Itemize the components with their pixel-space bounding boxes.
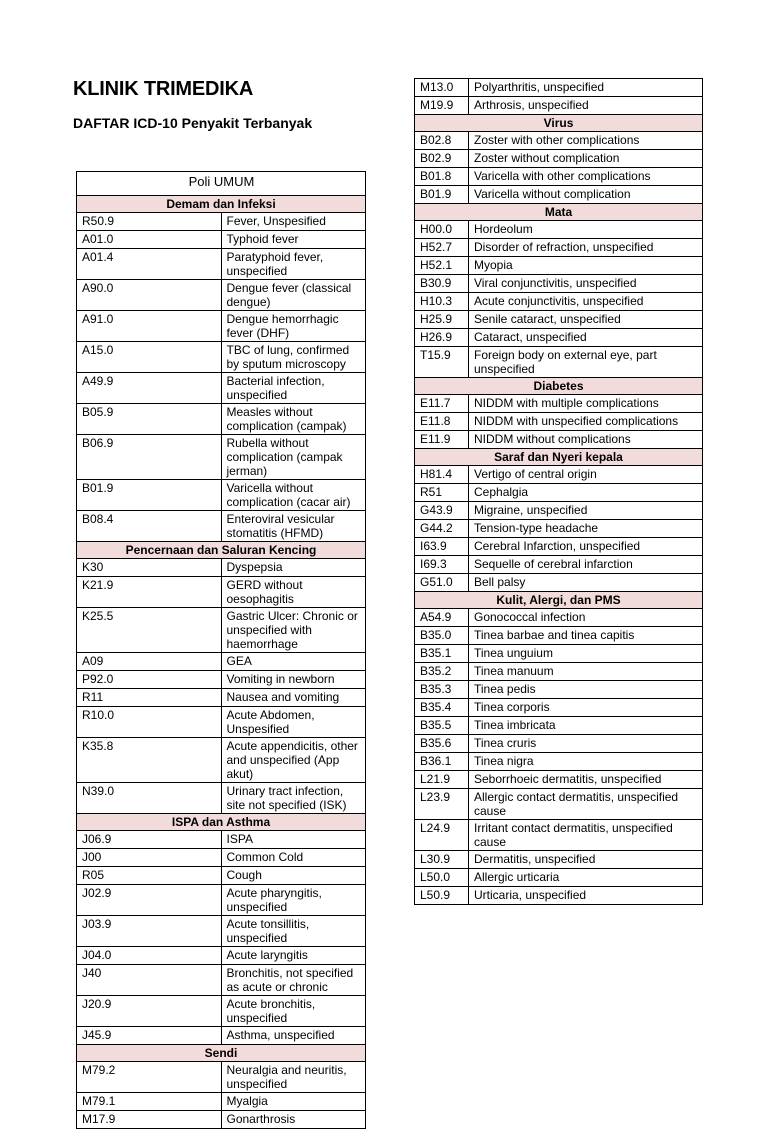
table-row: [415, 257, 703, 275]
section-header: Mata: [415, 204, 703, 221]
table-row: [77, 213, 366, 231]
diagnosis-cell: Foreign body on external eye, part unspecified: [469, 347, 703, 378]
diagnosis-cell: NIDDM without complications: [469, 431, 703, 449]
table-row: [415, 395, 703, 413]
table-row: [415, 239, 703, 257]
table-row: [415, 851, 703, 869]
icd-code-cell: A90.0: [77, 280, 222, 311]
icd-code-cell: R51: [415, 484, 469, 502]
diagnosis-cell: Irritant contact dermatitis, unspecified cause: [469, 820, 703, 851]
icd-code-cell: J45.9: [77, 1027, 222, 1045]
diagnosis-cell: Gonarthrosis: [221, 1111, 366, 1129]
poli-header: Poli UMUM: [77, 172, 366, 196]
icd-code-cell: B35.6: [415, 735, 469, 753]
section-header: ISPA dan Asthma: [77, 814, 366, 831]
icd-code-cell: R05: [77, 867, 222, 885]
icd-code-cell: B35.1: [415, 645, 469, 663]
icd-code-cell: A09: [77, 653, 222, 671]
table-row: [415, 431, 703, 449]
icd-code-cell: B01.8: [415, 168, 469, 186]
table-row: [415, 627, 703, 645]
table-row: [77, 249, 366, 280]
section-header: Virus: [415, 115, 703, 132]
diagnosis-cell: Tinea manuum: [469, 663, 703, 681]
icd-code-cell: N39.0: [77, 783, 222, 814]
table-row: [415, 869, 703, 887]
table-row: [77, 1111, 366, 1129]
icd-code-cell: A15.0: [77, 342, 222, 373]
section-header-row: [77, 1045, 366, 1062]
section-header: Diabetes: [415, 378, 703, 395]
diagnosis-cell: Cerebral Infarction, unspecified: [469, 538, 703, 556]
table-row: [415, 538, 703, 556]
table-row: [77, 559, 366, 577]
table-row: [415, 699, 703, 717]
diagnosis-cell: Acute laryngitis: [221, 947, 366, 965]
diagnosis-cell: Arthrosis, unspecified: [469, 97, 703, 115]
table-row: [415, 520, 703, 538]
diagnosis-cell: Nausea and vomiting: [221, 689, 366, 707]
icd-code-cell: B35.3: [415, 681, 469, 699]
table-row: [415, 168, 703, 186]
table-row: [77, 689, 366, 707]
diagnosis-cell: Acute conjunctivitis, unspecified: [469, 293, 703, 311]
table-row: [415, 820, 703, 851]
diagnosis-cell: Cephalgia: [469, 484, 703, 502]
diagnosis-cell: Common Cold: [221, 849, 366, 867]
diagnosis-cell: Neuralgia and neuritis, unspecified: [221, 1062, 366, 1093]
icd-code-cell: G43.9: [415, 502, 469, 520]
diagnosis-cell: Paratyphoid fever, unspecified: [221, 249, 366, 280]
diagnosis-cell: Enteroviral vesicular stomatitis (HFMD): [221, 511, 366, 542]
table-row: [77, 511, 366, 542]
icd-code-cell: J03.9: [77, 916, 222, 947]
diagnosis-cell: Rubella without complication (campak jerman): [221, 435, 366, 480]
table-row: [415, 293, 703, 311]
diagnosis-cell: Disorder of refraction, unspecified: [469, 239, 703, 257]
table-row: [415, 735, 703, 753]
diagnosis-cell: Vomiting in newborn: [221, 671, 366, 689]
section-header-row: [77, 196, 366, 213]
table-row: [77, 707, 366, 738]
diagnosis-cell: Allergic contact dermatitis, unspecified cause: [469, 789, 703, 820]
table-row: [77, 404, 366, 435]
table-row: [77, 608, 366, 653]
section-header-row: [415, 449, 703, 466]
section-header: Pencernaan dan Saluran Kencing: [77, 542, 366, 559]
diagnosis-cell: Acute Abdomen, Unspesified: [221, 707, 366, 738]
table-row: [77, 965, 366, 996]
table-row: [77, 480, 366, 511]
table-row: [415, 186, 703, 204]
icd-code-cell: H52.1: [415, 257, 469, 275]
icd-code-cell: P92.0: [77, 671, 222, 689]
table-row: [77, 653, 366, 671]
icd-code-cell: L30.9: [415, 851, 469, 869]
table-row: [415, 663, 703, 681]
diagnosis-cell: Varicella without complication (cacar air): [221, 480, 366, 511]
icd-code-cell: T15.9: [415, 347, 469, 378]
diagnosis-cell: Tinea corporis: [469, 699, 703, 717]
section-header-row: [415, 204, 703, 221]
diagnosis-cell: Allergic urticaria: [469, 869, 703, 887]
diagnosis-cell: Varicella without complication: [469, 186, 703, 204]
table-row: [77, 783, 366, 814]
diagnosis-cell: NIDDM with unspecified complications: [469, 413, 703, 431]
table-row: [77, 1027, 366, 1045]
icd-code-cell: L50.9: [415, 887, 469, 905]
diagnosis-cell: Bell palsy: [469, 574, 703, 592]
section-header: Demam dan Infeksi: [77, 196, 366, 213]
table-row: [77, 831, 366, 849]
icd-table-left: [76, 171, 366, 1129]
icd-code-cell: B35.2: [415, 663, 469, 681]
diagnosis-cell: Acute pharyngitis, unspecified: [221, 885, 366, 916]
diagnosis-cell: Myopia: [469, 257, 703, 275]
table-row: [77, 671, 366, 689]
table-row: [415, 79, 703, 97]
table-row: [415, 132, 703, 150]
diagnosis-cell: TBC of lung, confirmed by sputum microscopy: [221, 342, 366, 373]
diagnosis-cell: Urinary tract infection, site not specified (ISK): [221, 783, 366, 814]
icd-code-cell: M19.9: [415, 97, 469, 115]
icd-code-cell: G51.0: [415, 574, 469, 592]
diagnosis-cell: Tinea imbricata: [469, 717, 703, 735]
diagnosis-cell: Measles without complication (campak): [221, 404, 366, 435]
table-row: [415, 311, 703, 329]
table-row: [415, 681, 703, 699]
table-row: [415, 609, 703, 627]
table-row: [415, 347, 703, 378]
icd-code-cell: B36.1: [415, 753, 469, 771]
icd-code-cell: B02.8: [415, 132, 469, 150]
diagnosis-cell: Tinea unguium: [469, 645, 703, 663]
diagnosis-cell: Dengue hemorrhagic fever (DHF): [221, 311, 366, 342]
icd-code-cell: B01.9: [77, 480, 222, 511]
diagnosis-cell: Seborrhoeic dermatitis, unspecified: [469, 771, 703, 789]
icd-code-cell: B35.5: [415, 717, 469, 735]
diagnosis-cell: Hordeolum: [469, 221, 703, 239]
table-row: [77, 738, 366, 783]
section-header-row: [77, 814, 366, 831]
icd-code-cell: K35.8: [77, 738, 222, 783]
icd-code-cell: M79.1: [77, 1093, 222, 1111]
diagnosis-cell: Viral conjunctivitis, unspecified: [469, 275, 703, 293]
diagnosis-cell: Bronchitis, not specified as acute or chronic: [221, 965, 366, 996]
table-row: [415, 97, 703, 115]
icd-code-cell: L50.0: [415, 869, 469, 887]
icd-code-cell: B08.4: [77, 511, 222, 542]
page-title: KLINIK TRIMEDIKA: [73, 78, 254, 100]
table-row: [415, 329, 703, 347]
table-row: [415, 466, 703, 484]
section-header: Sendi: [77, 1045, 366, 1062]
icd-code-cell: E11.7: [415, 395, 469, 413]
diagnosis-cell: Dermatitis, unspecified: [469, 851, 703, 869]
table-row: [415, 413, 703, 431]
table-row: [77, 280, 366, 311]
icd-code-cell: E11.9: [415, 431, 469, 449]
table-row: [415, 275, 703, 293]
diagnosis-cell: Fever, Unspesified: [221, 213, 366, 231]
icd-code-cell: G44.2: [415, 520, 469, 538]
diagnosis-cell: Varicella with other complications: [469, 168, 703, 186]
table-row: [77, 867, 366, 885]
table-row: [415, 484, 703, 502]
diagnosis-cell: Tinea pedis: [469, 681, 703, 699]
table-row: [415, 771, 703, 789]
icd-code-cell: J04.0: [77, 947, 222, 965]
icd-code-cell: H10.3: [415, 293, 469, 311]
icd-code-cell: L23.9: [415, 789, 469, 820]
icd-code-cell: H52.7: [415, 239, 469, 257]
table-row: [77, 373, 366, 404]
table-row: [77, 885, 366, 916]
table-row: [77, 1062, 366, 1093]
diagnosis-cell: Cataract, unspecified: [469, 329, 703, 347]
icd-code-cell: B05.9: [77, 404, 222, 435]
icd-code-cell: H00.0: [415, 221, 469, 239]
section-header: Kulit, Alergi, dan PMS: [415, 592, 703, 609]
section-header-row: [415, 115, 703, 132]
diagnosis-cell: GERD without oesophagitis: [221, 577, 366, 608]
icd-code-cell: A49.9: [77, 373, 222, 404]
diagnosis-cell: Senile cataract, unspecified: [469, 311, 703, 329]
diagnosis-cell: Migraine, unspecified: [469, 502, 703, 520]
icd-code-cell: K25.5: [77, 608, 222, 653]
icd-code-cell: A54.9: [415, 609, 469, 627]
table-row: [77, 916, 366, 947]
diagnosis-cell: Asthma, unspecified: [221, 1027, 366, 1045]
icd-code-cell: B01.9: [415, 186, 469, 204]
diagnosis-cell: ISPA: [221, 831, 366, 849]
icd-code-cell: M13.0: [415, 79, 469, 97]
poli-header-row: [77, 172, 366, 196]
diagnosis-cell: Acute appendicitis, other and unspecified (App akut): [221, 738, 366, 783]
table-row: [77, 996, 366, 1027]
icd-code-cell: H25.9: [415, 311, 469, 329]
icd-code-cell: R10.0: [77, 707, 222, 738]
table-row: [77, 947, 366, 965]
icd-code-cell: L24.9: [415, 820, 469, 851]
icd-code-cell: M79.2: [77, 1062, 222, 1093]
diagnosis-cell: Typhoid fever: [221, 231, 366, 249]
table-row: [415, 717, 703, 735]
icd-code-cell: J40: [77, 965, 222, 996]
icd-table-right: [414, 78, 703, 905]
table-row: [415, 556, 703, 574]
icd-code-cell: M17.9: [77, 1111, 222, 1129]
diagnosis-cell: Dyspepsia: [221, 559, 366, 577]
icd-code-cell: E11.8: [415, 413, 469, 431]
icd-code-cell: H81.4: [415, 466, 469, 484]
icd-code-cell: A01.4: [77, 249, 222, 280]
icd-code-cell: A91.0: [77, 311, 222, 342]
diagnosis-cell: NIDDM with multiple complications: [469, 395, 703, 413]
icd-code-cell: B06.9: [77, 435, 222, 480]
icd-code-cell: J06.9: [77, 831, 222, 849]
icd-code-cell: A01.0: [77, 231, 222, 249]
icd-code-cell: B35.4: [415, 699, 469, 717]
table-row: [415, 150, 703, 168]
table-row: [77, 849, 366, 867]
diagnosis-cell: Urticaria, unspecified: [469, 887, 703, 905]
section-header: Saraf dan Nyeri kepala: [415, 449, 703, 466]
table-row: [77, 231, 366, 249]
icd-code-cell: K21.9: [77, 577, 222, 608]
table-row: [77, 311, 366, 342]
diagnosis-cell: Gonococcal infection: [469, 609, 703, 627]
icd-code-cell: I63.9: [415, 538, 469, 556]
icd-code-cell: J20.9: [77, 996, 222, 1027]
diagnosis-cell: Myalgia: [221, 1093, 366, 1111]
diagnosis-cell: GEA: [221, 653, 366, 671]
diagnosis-cell: Sequelle of cerebral infarction: [469, 556, 703, 574]
diagnosis-cell: Tinea cruris: [469, 735, 703, 753]
section-header-row: [415, 592, 703, 609]
icd-code-cell: R11: [77, 689, 222, 707]
icd-code-cell: K30: [77, 559, 222, 577]
diagnosis-cell: Acute bronchitis, unspecified: [221, 996, 366, 1027]
table-row: [415, 753, 703, 771]
table-row: [415, 645, 703, 663]
diagnosis-cell: Zoster with other complications: [469, 132, 703, 150]
table-row: [77, 1093, 366, 1111]
page-subtitle: DAFTAR ICD-10 Penyakit Terbanyak: [73, 115, 313, 131]
icd-code-cell: I69.3: [415, 556, 469, 574]
icd-code-cell: B30.9: [415, 275, 469, 293]
diagnosis-cell: Polyarthritis, unspecified: [469, 79, 703, 97]
table-row: [77, 577, 366, 608]
table-row: [77, 435, 366, 480]
icd-code-cell: J02.9: [77, 885, 222, 916]
table-row: [415, 574, 703, 592]
table-row: [415, 789, 703, 820]
diagnosis-cell: Gastric Ulcer: Chronic or unspecified with haemorrhage: [221, 608, 366, 653]
diagnosis-cell: Vertigo of central origin: [469, 466, 703, 484]
diagnosis-cell: Dengue fever (classical dengue): [221, 280, 366, 311]
icd-code-cell: L21.9: [415, 771, 469, 789]
icd-code-cell: H26.9: [415, 329, 469, 347]
icd-code-cell: B02.9: [415, 150, 469, 168]
section-header-row: [77, 542, 366, 559]
diagnosis-cell: Tinea nigra: [469, 753, 703, 771]
table-row: [77, 342, 366, 373]
icd-code-cell: R50.9: [77, 213, 222, 231]
diagnosis-cell: Tinea barbae and tinea capitis: [469, 627, 703, 645]
diagnosis-cell: Bacterial infection, unspecified: [221, 373, 366, 404]
table-row: [415, 502, 703, 520]
icd-code-cell: B35.0: [415, 627, 469, 645]
diagnosis-cell: Cough: [221, 867, 366, 885]
icd-code-cell: J00: [77, 849, 222, 867]
table-row: [415, 887, 703, 905]
diagnosis-cell: Zoster without complication: [469, 150, 703, 168]
table-row: [415, 221, 703, 239]
diagnosis-cell: Tension-type headache: [469, 520, 703, 538]
section-header-row: [415, 378, 703, 395]
diagnosis-cell: Acute tonsillitis, unspecified: [221, 916, 366, 947]
